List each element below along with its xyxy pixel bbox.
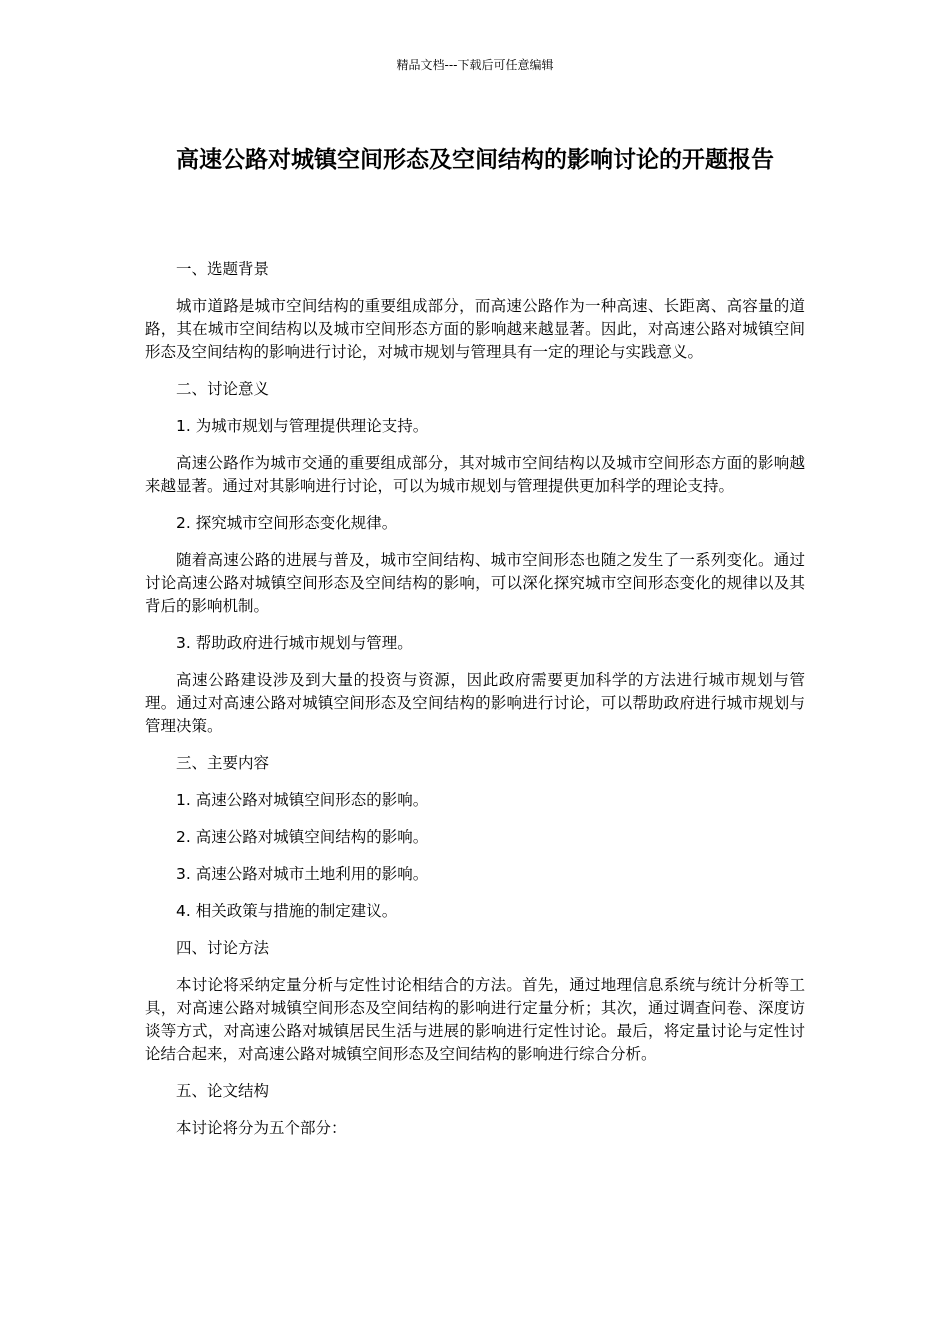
paragraph-methods: 本讨论将采纳定量分析与定性讨论相结合的方法。首先，通过地理信息系统与统计分析等工具，对高速公路对城镇空间形态及空间结构的影响进行定量分析；其次，通过调查问卷、深度访谈等方式，对高速公路对城镇居民生活与进展的影响进行定性讨论。最后，将定量讨论与定性讨论结合起来，对高速公路对城镇空间形态及空间结构的影响进行综合分析。	[145, 976, 805, 1063]
subheading-theory-support: 1. 为城市规划与管理提供理论支持。	[176, 417, 429, 435]
paragraph-structure-intro: 本讨论将分为五个部分：	[176, 1119, 347, 1137]
subheading-government: 3. 帮助政府进行城市规划与管理。	[176, 634, 413, 652]
section-heading-main-content: 三、主要内容	[176, 754, 270, 772]
paragraph-background: 城市道路是城市空间结构的重要组成部分，而高速公路作为一种高速、长距离、高容量的道路，其在城市空间结构以及城市空间形态方面的影响越来越显著。因此，对高速公路对城镇空间形态及空间结构的影响进行讨论，对城市规划与管理具有一定的理论与实践意义。	[145, 297, 805, 361]
section-heading-background: 一、选题背景	[176, 260, 270, 278]
section-heading-methods: 四、讨论方法	[176, 939, 270, 957]
subheading-form-change: 2. 探究城市空间形态变化规律。	[176, 514, 398, 532]
paragraph-theory-support: 高速公路作为城市交通的重要组成部分，其对城市空间结构以及城市空间形态方面的影响越来越显著。通过对其影响进行讨论，可以为城市规划与管理提供更加科学的理论支持。	[145, 454, 805, 495]
header-note: 精品文档---下载后可任意编辑	[396, 58, 554, 72]
paragraph-form-change: 随着高速公路的进展与普及，城市空间结构、城市空间形态也随之发生了一系列变化。通过讨论高速公路对城镇空间形态及空间结构的影响，可以深化探究城市空间形态变化的规律以及其背后的影响机制。	[145, 551, 805, 615]
list-item-content-2: 2. 高速公路对城镇空间结构的影响。	[176, 828, 429, 846]
list-item-content-4: 4. 相关政策与措施的制定建议。	[176, 902, 398, 920]
document-title: 高速公路对城镇空间形态及空间结构的影响讨论的开题报告	[176, 147, 774, 173]
section-heading-significance: 二、讨论意义	[176, 380, 270, 398]
paragraph-government: 高速公路建设涉及到大量的投资与资源，因此政府需要更加科学的方法进行城市规划与管理。通过对高速公路对城镇空间形态及空间结构的影响进行讨论，可以帮助政府进行城市规划与管理决策。	[145, 671, 805, 735]
list-item-content-1: 1. 高速公路对城镇空间形态的影响。	[176, 791, 429, 809]
document-body	[145, 258, 805, 1154]
list-item-content-3: 3. 高速公路对城市土地利用的影响。	[176, 865, 429, 883]
section-heading-structure: 五、论文结构	[176, 1082, 270, 1100]
